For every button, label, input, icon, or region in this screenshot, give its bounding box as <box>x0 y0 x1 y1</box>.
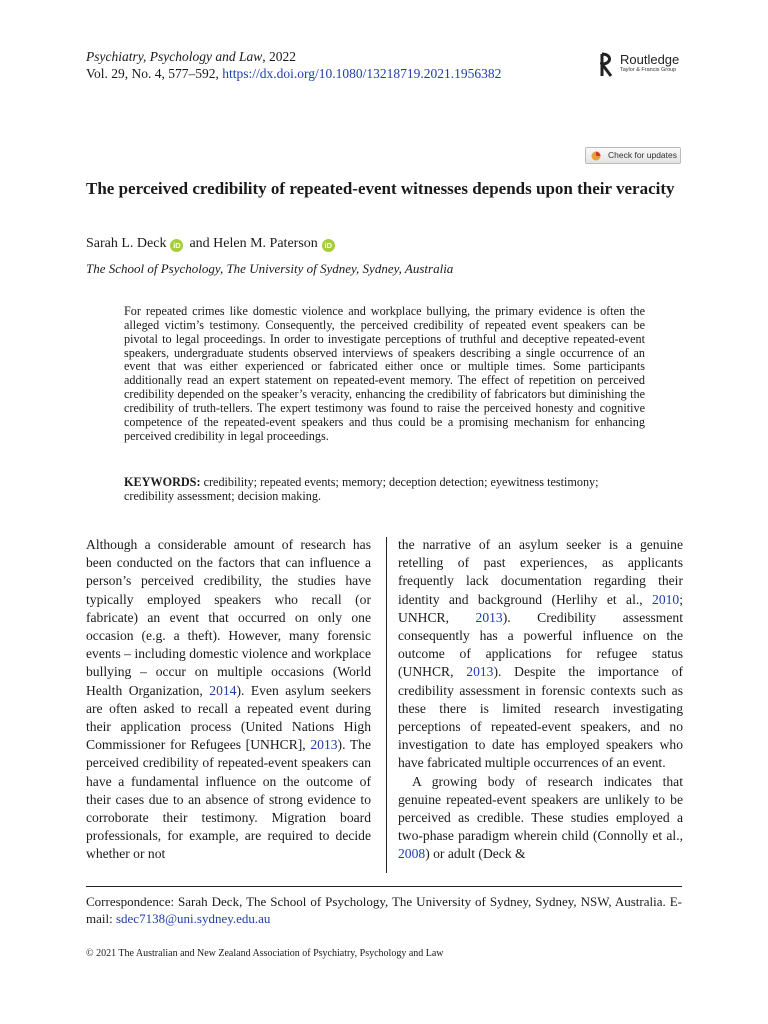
update-badge-icon <box>591 151 601 161</box>
citation-link[interactable]: 2014 <box>209 682 237 698</box>
text-run: ) or adult (Deck & <box>425 846 526 862</box>
journal-name: Psychiatry, Psychology and Law <box>86 49 263 64</box>
text-run: ). Even asylum seekers are often asked to recall a repeated event during their application process (United Nations High Commissioner for Refugees [UNHCR], <box>86 682 371 753</box>
affiliation: The School of Psychology, The University of Sydney, Sydney, Australia <box>86 261 454 276</box>
text-run: A growing body of research indicates that genuine repeated-event speakers are unlikely to be perceived as credible. These studies employed a two-phase paradigm wherein child (Connolly et al., <box>398 773 683 844</box>
keywords <box>124 475 645 504</box>
doi-link[interactable]: https://dx.doi.org/10.1080/13218719.2021.1956382 <box>222 66 502 81</box>
abstract: For repeated crimes like domestic violence and workplace bullying, the primary evidence is often the alleged victim’s testimony. Consequently, the perceived credibility of repeated event speakers can be pivotal to legal proceedings. In order to investigate perceptions of truthful and deceptive repeated-event speakers, undergraduate students observed interviews of speakers describing a single occurrence of an event that was either experienced or fabricated either once or multiple times. Some participants additionally read an expert statement on repeated-event memory. The effect of repetition on perceived credibility depended on the speaker’s veracity, enhancing the credibility of fabricators but diminishing the credibility of truth-tellers. The expert testimony was found to raise the perceived honesty and cognitive competence of the repeated-event speakers and thus could be a promising mechanism for enhancing perceived credibility in legal proceedings. <box>124 304 645 443</box>
journal-year: , 2022 <box>262 49 296 64</box>
citation-link[interactable]: 2008 <box>398 846 426 862</box>
keywords-text: credibility; repeated events; memory; deception detection; eyewitness testimony; credibility assessment; decision making. <box>124 475 599 504</box>
citation-link[interactable]: 2010 <box>652 591 680 607</box>
text-run: ). Despite the importance of credibility assessment in forensic contexts such as these there is limited research investigating perceptions of repeated-event speakers, and no investigation to date has employed speakers who have fabricated multiple occurrences of an event. <box>398 664 683 771</box>
citation-link[interactable]: 2013 <box>475 609 503 625</box>
column-divider <box>386 537 387 873</box>
text-run: ; UNHCR, <box>398 591 683 625</box>
publisher-name: Routledge <box>620 52 680 67</box>
text-run: ). The perceived credibility of repeated-event speakers can have a fundamental influence on the outcome of their cases due to an absence of strong evidence to corroborate their testimony. Migration board professionals, for example, are required to decide whether or not <box>86 737 372 862</box>
text-run: ). Credibility assessment consequently has a powerful influence on the outcome of applications for refugee status (UNHCR, <box>398 609 683 680</box>
journal-header <box>86 48 501 82</box>
publisher-logo[interactable] <box>600 52 700 78</box>
orcid-icon[interactable]: iD <box>322 239 335 252</box>
correspondence <box>86 893 682 927</box>
correspondence-text: Correspondence: Sarah Deck, The School of Psychology, The University of Sydney, Sydney, NSW, Australia. E-mail: <box>86 894 682 926</box>
author-line <box>86 235 341 253</box>
citation-link[interactable]: 2013 <box>310 737 338 753</box>
orcid-icon[interactable]: iD <box>170 239 183 252</box>
footnote-divider <box>86 886 682 887</box>
body-column-left <box>86 536 371 864</box>
author-1: Sarah L. Deck <box>86 236 167 251</box>
body-column-right <box>398 536 683 864</box>
text-run: Although a considerable amount of research has been conducted on the factors that can influence a person’s perceived credibility, the studies have typically employed speakers who recall (or fabricate) an event that occurred on only one occasion (e.g. a theft). However, many forensic events – including domestic violence and workplace bullying – occur on multiple occasions (World Health Organization, <box>86 537 371 698</box>
keywords-label: KEYWORDS: <box>124 475 201 489</box>
email-link[interactable]: sdec7138@uni.sydney.edu.au <box>115 911 271 926</box>
journal-volume: Vol. 29, No. 4, 577–592, <box>86 66 223 81</box>
routledge-logo-icon <box>600 52 616 78</box>
citation-link[interactable]: 2013 <box>466 664 494 680</box>
author-2: and Helen M. Paterson <box>189 236 318 251</box>
paragraph <box>398 536 683 773</box>
check-for-updates-label: Check for updates <box>608 150 677 160</box>
paragraph <box>398 773 683 864</box>
copyright: © 2021 The Australian and New Zealand Association of Psychiatry, Psychology and Law <box>86 948 444 959</box>
publisher-sub: Taylor & Francis Group <box>620 67 677 73</box>
check-for-updates-button[interactable] <box>585 147 681 164</box>
text-run: the narrative of an asylum seeker is a genuine retelling of past experiences, as applicants frequently lack documentation regarding their identity and background (Herlihy et al., <box>398 537 683 607</box>
paragraph <box>86 536 371 864</box>
article-title: The perceived credibility of repeated-event witnesses depends upon their veracity <box>86 179 675 198</box>
